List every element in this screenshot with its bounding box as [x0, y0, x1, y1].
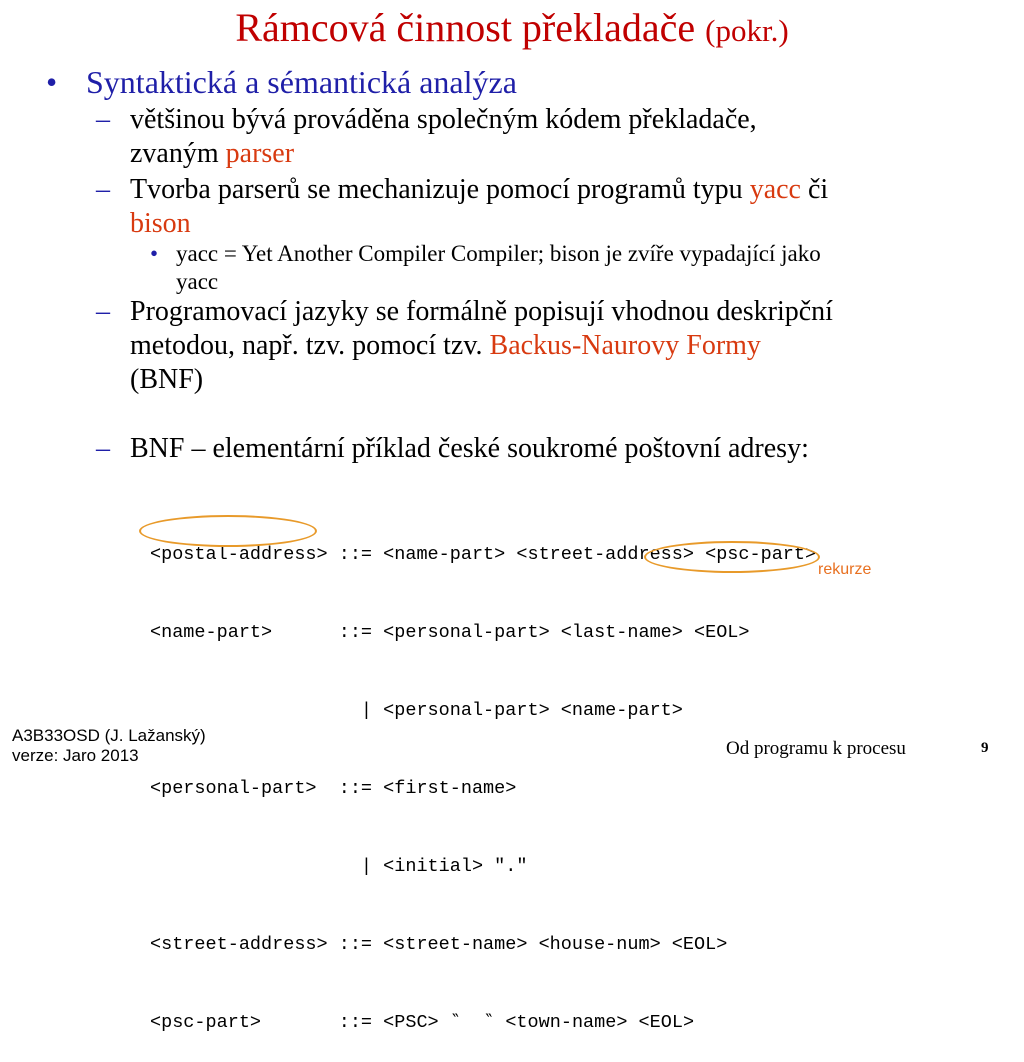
slide-title: [0, 2, 1024, 57]
highlight-backus-naur: Backus-Naurovy Formy: [489, 330, 761, 361]
highlight-yacc: yacc: [749, 174, 801, 205]
sub-item-text: metodou, např. tzv. pomocí tzv.: [130, 330, 490, 361]
sub-item-line: Programovací jazyky se formálně popisují vhodnou deskripční: [130, 296, 833, 327]
footer-course-info: [12, 726, 206, 766]
code-line: <street-address> ::= <street-name> <house-num> <EOL>: [150, 934, 728, 955]
footer-course: A3B33OSD (J. Lažanský): [12, 726, 206, 745]
code-line: <personal-part> ::= <first-name>: [150, 778, 517, 799]
highlight-oval-name-part: [139, 515, 317, 547]
sub-item-text: Tvorba parserů se mechanizuje pomocí programů typu: [130, 174, 750, 205]
sub-item-line: [130, 138, 294, 169]
code-line: <psc-part> ::= <PSC> ‶ ‶ <town-name> <EOL>: [150, 1012, 695, 1033]
code-line: | <personal-part> <name-part>: [150, 700, 683, 721]
page-number: 9: [981, 740, 989, 756]
highlight-oval-recursion: [644, 541, 820, 573]
dash-mark: –: [96, 433, 110, 464]
footer-section: Od programu k procesu: [726, 738, 906, 759]
sub-item-line: většinou bývá prováděna společným kódem překladače,: [130, 104, 757, 135]
title-suffix: (pokr.): [705, 13, 789, 48]
sub-item-line: (BNF): [130, 364, 204, 395]
footer-version: verze: Jaro 2013: [12, 746, 139, 765]
bullet-mark: •: [150, 241, 159, 266]
code-line: | <initial> ".": [150, 856, 528, 877]
sub-item-line: BNF – elementární příklad české soukromé poštovní adresy:: [130, 433, 809, 464]
sub-item-text: zvaným: [130, 138, 226, 169]
title-main: Rámcová činnost překladače: [235, 5, 696, 50]
dash-mark: –: [96, 104, 110, 135]
sub-sub-item-line: yacc = Yet Another Compiler Compiler; bison je zvíře vypadající jako: [176, 241, 821, 266]
highlight-bison: bison: [130, 208, 191, 239]
code-line: <postal-address> ::= <name-part> <street-address> <psc-part>: [150, 544, 817, 565]
main-bullet-text: Syntaktická a sémantická analýza: [86, 64, 517, 100]
recursion-annotation: rekurze: [818, 561, 872, 578]
sub-item-line: [130, 174, 828, 205]
bnf-code-block: [150, 490, 816, 1062]
sub-item-line: [130, 330, 761, 361]
highlight-parser: parser: [225, 138, 295, 169]
bullet-mark: •: [46, 64, 58, 100]
sub-item-text: či: [800, 174, 829, 205]
sub-sub-item-line: yacc: [176, 269, 219, 294]
dash-mark: –: [96, 174, 110, 205]
dash-mark: –: [96, 296, 110, 327]
code-line: <name-part> ::= <personal-part> <last-name> <EOL>: [150, 622, 750, 643]
